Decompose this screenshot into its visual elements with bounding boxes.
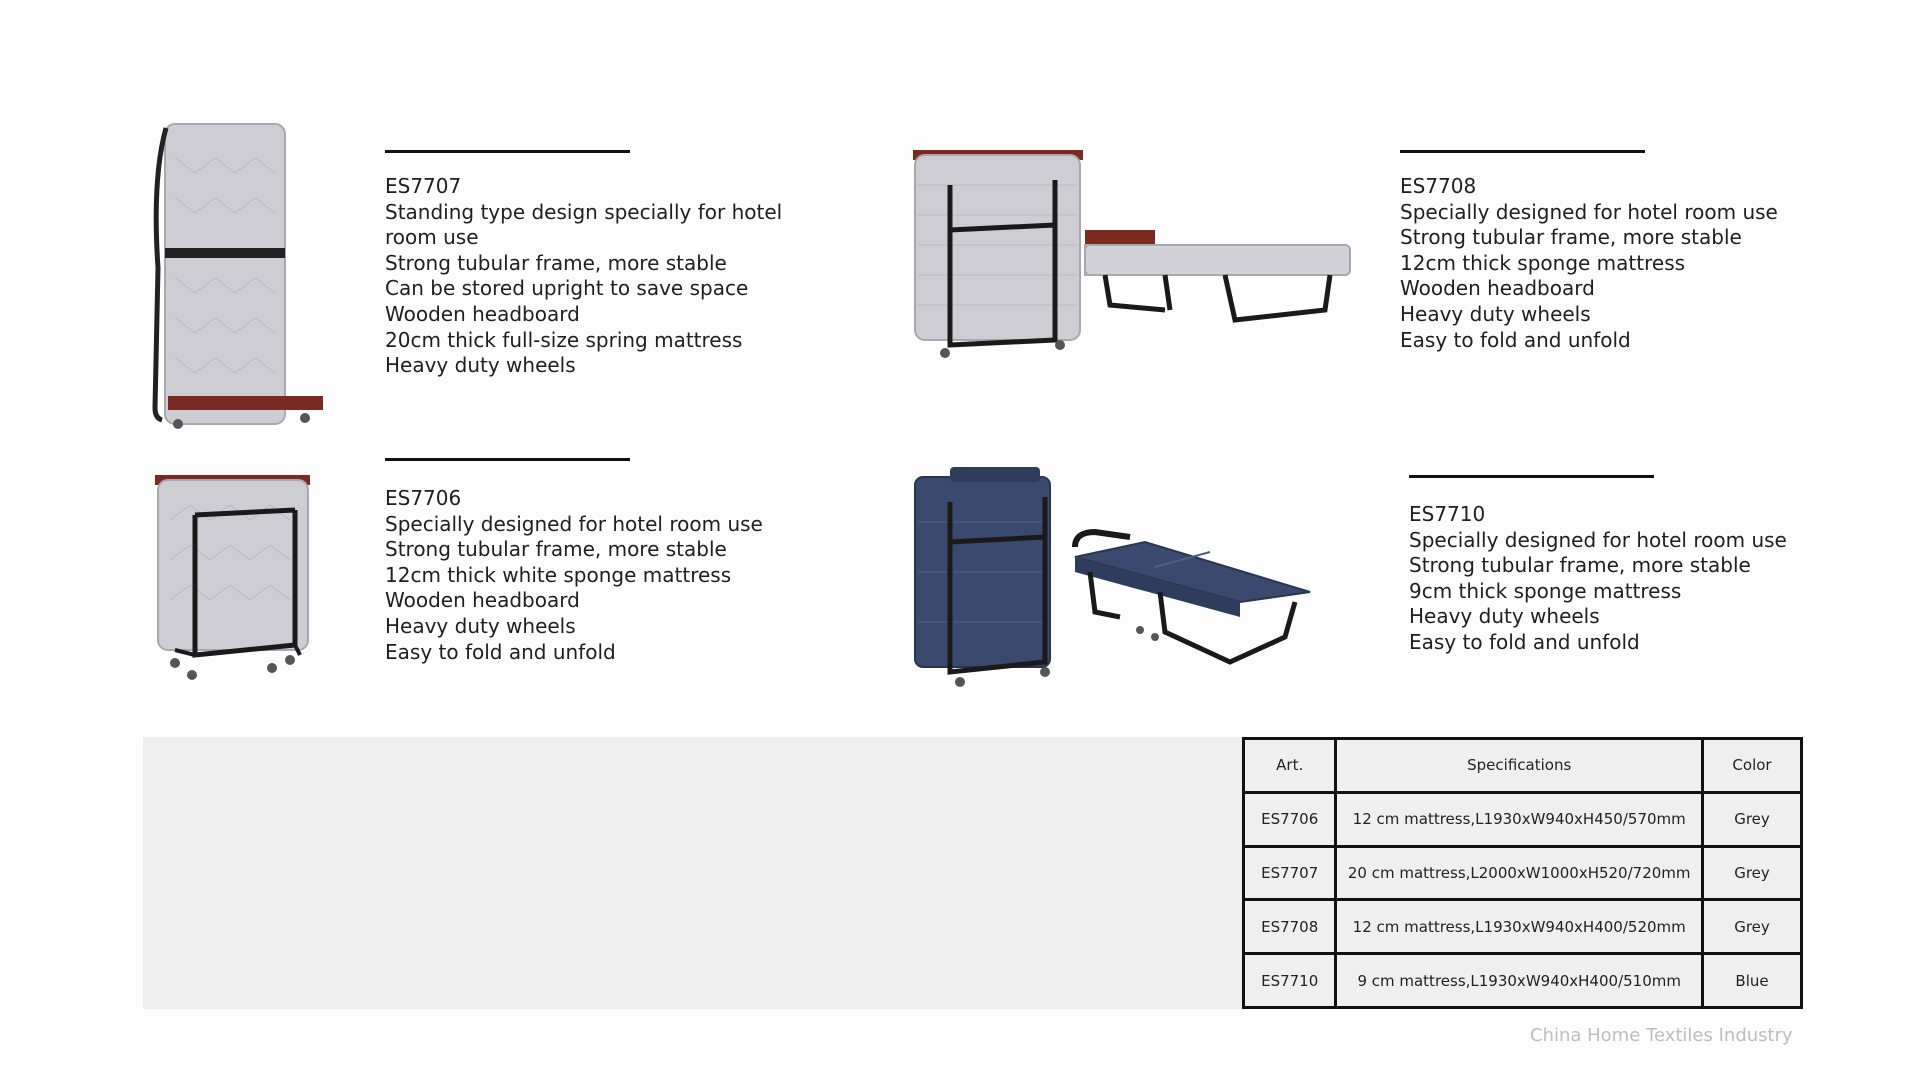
header-specifications: Specifications (1336, 739, 1703, 793)
cell-color: Blue (1703, 954, 1802, 1008)
feature-line: 20cm thick full-size spring mattress (385, 327, 743, 352)
feature-line: 12cm thick white sponge mattress (385, 562, 732, 587)
feature-line: Strong tubular frame, more stable (1400, 225, 1742, 250)
table-header-row (1244, 739, 1802, 793)
divider-line (385, 458, 630, 461)
cell-specifications: 12 cm mattress,L1930xW940xH450/570mm (1336, 792, 1703, 846)
cell-color: Grey (1703, 846, 1802, 900)
feature-line: Strong tubular frame, more stable (385, 537, 727, 562)
feature-line: Specially designed for hotel room use (1400, 199, 1778, 224)
product-description (385, 486, 763, 665)
feature-line: Easy to fold and unfold (1409, 629, 1640, 654)
feature-line: Easy to fold and unfold (385, 639, 616, 664)
folding-bed-grey-image (905, 145, 1355, 365)
divider-line (385, 150, 630, 153)
header-art: Art. (1244, 739, 1336, 793)
feature-line: Wooden headboard (385, 588, 580, 613)
feature-line: Wooden headboard (385, 301, 580, 326)
upright-folding-bed-image (150, 118, 340, 438)
product-description (385, 174, 825, 379)
specifications-table (1242, 737, 1803, 1009)
product-code: ES7710 (1409, 502, 1486, 526)
feature-line: Specially designed for hotel room use (385, 511, 763, 536)
cell-color: Grey (1703, 900, 1802, 954)
cell-color: Grey (1703, 792, 1802, 846)
cell-art: ES7707 (1244, 846, 1336, 900)
folded-bed-grey-image (150, 470, 320, 690)
feature-line: Can be stored upright to save space (385, 276, 749, 301)
product-code: ES7708 (1400, 174, 1477, 198)
feature-line: Heavy duty wheels (385, 613, 576, 638)
table-row (1244, 846, 1802, 900)
feature-line: 12cm thick sponge mattress (1400, 250, 1686, 275)
cell-art: ES7708 (1244, 900, 1336, 954)
product-description (1409, 502, 1787, 656)
feature-line: Heavy duty wheels (1400, 301, 1591, 326)
table-row (1244, 900, 1802, 954)
table-row (1244, 792, 1802, 846)
divider-line (1409, 475, 1654, 478)
cell-specifications: 12 cm mattress,L1930xW940xH400/520mm (1336, 900, 1703, 954)
header-color: Color (1703, 739, 1802, 793)
feature-line: Heavy duty wheels (385, 353, 576, 378)
divider-line (1400, 150, 1645, 153)
cell-specifications: 20 cm mattress,L2000xW1000xH520/720mm (1336, 846, 1703, 900)
feature-line: Strong tubular frame, more stable (385, 250, 727, 275)
feature-line: Heavy duty wheels (1409, 604, 1600, 629)
feature-line: Standing type design specially for hotel room use (385, 199, 783, 250)
table-row (1244, 954, 1802, 1008)
folding-bed-blue-image (910, 462, 1315, 692)
cell-specifications: 9 cm mattress,L1930xW940xH400/510mm (1336, 954, 1703, 1008)
feature-line: Easy to fold and unfold (1400, 327, 1631, 352)
feature-line: Wooden headboard (1400, 276, 1595, 301)
feature-line: Specially designed for hotel room use (1409, 527, 1787, 552)
footer-brand-text: China Home Textiles Industry (1530, 1025, 1793, 1046)
feature-line: 9cm thick sponge mattress (1409, 578, 1682, 603)
feature-line: Strong tubular frame, more stable (1409, 553, 1751, 578)
product-code: ES7707 (385, 174, 462, 198)
cell-art: ES7706 (1244, 792, 1336, 846)
gray-panel (143, 737, 1243, 1009)
cell-art: ES7710 (1244, 954, 1336, 1008)
product-code: ES7706 (385, 486, 462, 510)
product-description (1400, 174, 1778, 353)
